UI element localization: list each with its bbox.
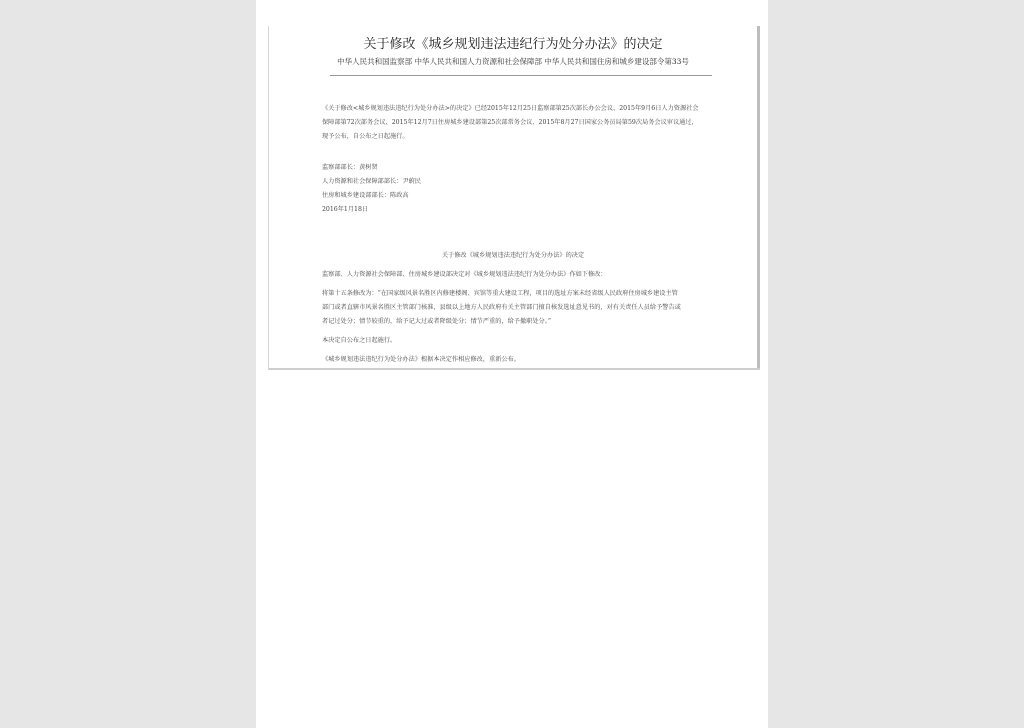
signature-line: 住房和城乡建设部部长：陈政高 [322,192,409,199]
intro-paragraph [322,102,722,144]
intro-line: 《关于修改<城乡规划违法违纪行为处分办法>的决定》已经2015年12月25日监察部第25次部长办公会议、2015年9月6日人力资源社会 [322,105,699,112]
decision-title: 关于修改《城乡规划违法违纪行为处分办法》的决定 [441,252,585,259]
page-border-right [757,26,760,370]
body-line: 本决定自公布之日起施行。 [322,337,397,344]
document-content [270,26,756,368]
page-border-left [268,26,269,370]
signature-date: 2016年1月18日 [322,206,369,213]
body-line: 将第十五条修改为：“在国家级风景名胜区内修建楼阁、宾馆等重大建设工程，项目的选址方案未经省级人民政府住房城乡建设主管 [322,290,678,297]
signature-line: 人力资源和社会保障部部长：尹蔚民 [322,178,421,185]
intro-line: 现予公布，自公布之日起施行。 [322,133,409,140]
title-divider [330,75,712,76]
body-line: 者记过处分；情节较重的，给予记大过或者降级处分；情节严重的，给予撤职处分。” [322,318,551,325]
signature-block [322,161,421,217]
document-title: 关于修改《城乡规划违法违纪行为处分办法》的决定 [363,37,663,52]
body-line: 部门或者直辖市风景名胜区主管部门核准，县级以上地方人民政府有关主管部门擅自核发选址意见书的，对有关责任人员给予警告或 [322,304,681,311]
intro-line: 保障部第72次部务会议、2015年12月7日住房城乡建设部第25次部常务会议、2015年8月27日国家公务员局第59次局务会议审议通过， [322,119,698,126]
document-subtitle: 中华人民共和国监察部 中华人民共和国人力资源和社会保障部 中华人民共和国住房和城乡建设部令第33号 [337,57,689,66]
body-line: 监察部、人力资源社会保障部、住房城乡建设部决定对《城乡规划违法违纪行为处分办法》作如下修改： [322,271,607,278]
page-border-bottom [269,368,760,370]
body-line: 《城乡规划违法违纪行为处分办法》根据本决定作相应修改，重新公布。 [322,356,520,363]
decision-body [322,268,681,367]
signature-line: 监察部部长：黄树贤 [322,164,378,171]
